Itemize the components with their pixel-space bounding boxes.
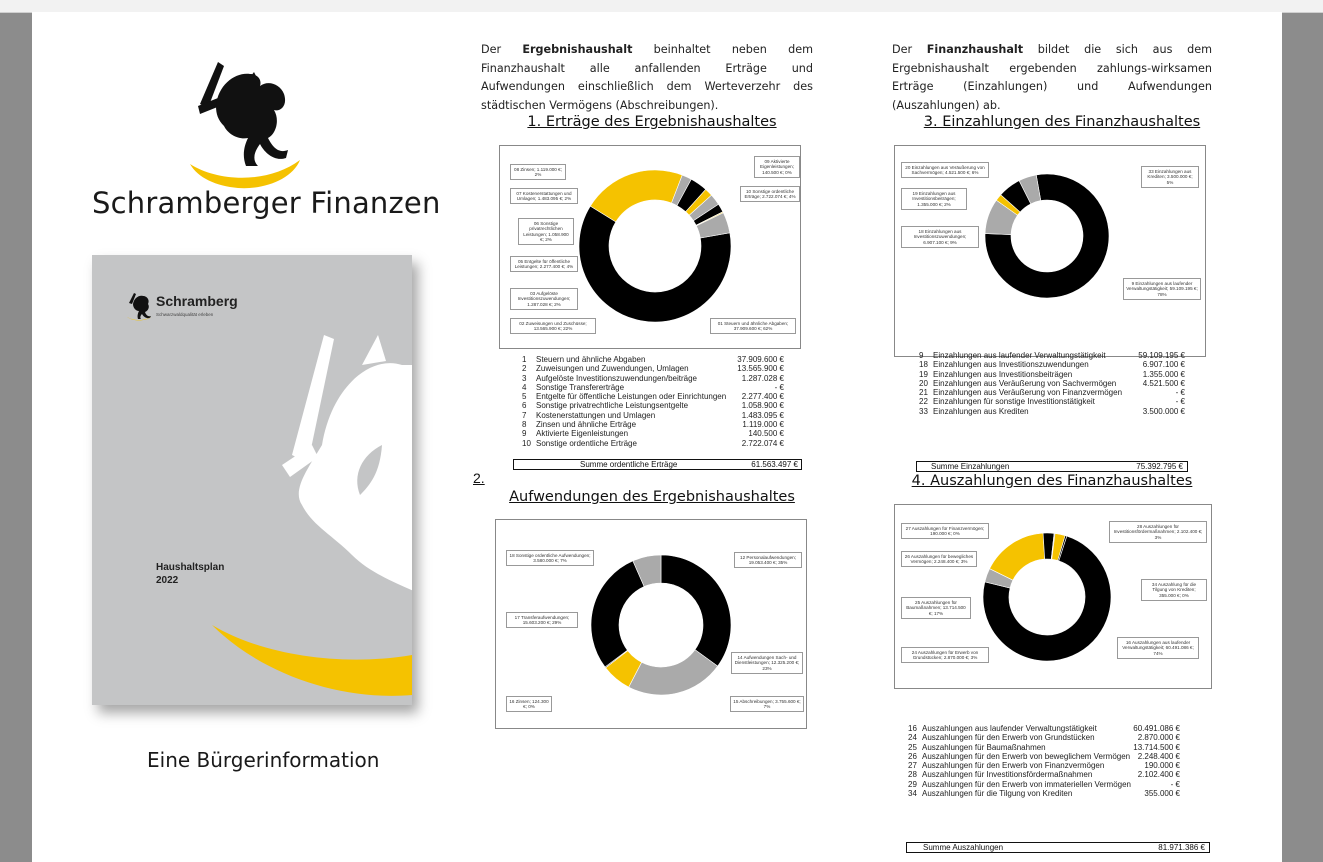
donut-slice-2 <box>590 170 682 222</box>
chart-label: 02 Zuweisungen und Zuschüsse; 13.565.900 €; 22% <box>510 318 596 334</box>
chart-ertraege <box>499 145 801 349</box>
chart-label: 16 Auszahlungen aus laufender Verwaltungstätigkeit; 60.491.086 €; 74% <box>1117 637 1199 659</box>
table-row: 8 Zinsen und ähnliche Erträge 1.119.000 € <box>522 420 784 430</box>
heading-auszahlungen: 4. Auszahlungen des Finanzhaushaltes <box>911 473 1193 489</box>
table-row: 7 Kostenerstattungen und Umlagen 1.483.095 € <box>522 410 784 420</box>
heading-aufwendungen: Aufwendungen des Ergebnishaushaltes <box>509 489 795 505</box>
chart-label: 18 Sonstige ordentliche Aufwendungen; 3.580.000 €; 7% <box>506 550 594 566</box>
intro-ergebnishaushalt: Der Ergebnishaushalt beinhaltet neben dem Finanzhaushalt alle anfallenden Erträge und Aufwendungen einschließlich dem Werteverzehr des städtischen Vermögens (Abschreibungen). <box>481 43 814 112</box>
donut-slice-2 <box>629 650 718 695</box>
cover-doc-title: Haushaltsplan <box>156 562 225 573</box>
chart-label: 26 Auszahlungen für bewegliches Vermögen; 2.248.400 €; 3% <box>901 551 977 567</box>
intro-finanzhaushalt: Der Finanzhaushalt bildet die sich aus dem Ergebnishaushalt ergebenden zahlungs-wirksamen Erträge (Einzahlungen) und Aufwendungen (Auszahlungen) ab. <box>892 43 1212 112</box>
table-row: 2 Zuweisungen und Zuwendungen, Umlagen 13.565.900 € <box>522 364 784 374</box>
schramberg-griffin-logo <box>188 54 303 189</box>
table-row: 25 Auszahlungen für Baumaßnahmen 13.714.500 € <box>908 742 1180 752</box>
chart-label: 16 Zinsen; 124.300 €; 0% <box>506 696 552 712</box>
cover-griffin-illustration <box>252 295 412 615</box>
chart-label: 17 Transferaufwendungen; 15.603.200 €; 29% <box>506 612 578 628</box>
table-row: 16 Auszahlungen aus laufender Verwaltungstätigkeit 60.491.086 € <box>908 724 1180 733</box>
donut-slice-5 <box>591 561 644 667</box>
brand-subtitle: Eine Bürgerinformation <box>147 748 380 772</box>
document-page <box>32 12 1282 862</box>
brand-title: Schramberger Finanzen <box>92 186 441 220</box>
chart-label: 28 Auszahlungen für Investitionsfördermaßnahmen; 2.102.400 €; 3% <box>1109 521 1207 543</box>
chart-label: 27 Auszahlungen für Finanzvermögen; 190.000 €; 0% <box>901 523 989 539</box>
chart-label: 18 Einzahlungen aus Investitionszuwendungen; 6.907.100 €; 9% <box>901 226 979 248</box>
table-ertraege <box>522 355 784 448</box>
table-row: 18 Einzahlungen aus Investitionszuwendungen 6.907.100 € <box>919 360 1185 370</box>
table-row: 9 Aktivierte Eigenleistungen 140.500 € <box>522 429 784 439</box>
table-row: 26 Auszahlungen für den Erwerb von beweglichem Vermögen 2.248.400 € <box>908 751 1180 761</box>
table-row: 5 Entgelte für öffentliche Leistungen oder Einrichtungen 2.277.400 € <box>522 392 784 402</box>
donut-slice-1 <box>661 555 731 666</box>
chart-label: 08 Zinsen; 1.119.000 €; 2% <box>510 164 566 180</box>
table-row: 9 Einzahlungen aus laufender Verwaltungstätigkeit 59.109.195 € <box>919 351 1185 360</box>
chart-label: 09 Aktivierte Eigenleistungen; 140.500 €; 0% <box>754 156 800 178</box>
chart-einzahlungen <box>894 145 1206 357</box>
chart-label: 14 Aufwendungen Sach- und Dienstleistungen; 12.325.200 €; 23% <box>731 652 803 674</box>
table-row: 28 Auszahlungen für Investitionsfördermaßnahmen 2.102.400 € <box>908 770 1180 780</box>
table-row: 29 Auszahlungen für den Erwerb von immateriellen Vermögen - € <box>908 779 1180 789</box>
cover-tagline: Schwarzwaldqualität erleben <box>156 312 214 317</box>
sum-auszahlungen: Summe Auszahlungen 81.971.386 € <box>906 842 1210 853</box>
table-row: 6 Sonstige privatrechtliche Leistungsentgelte 1.058.900 € <box>522 401 784 411</box>
table-row: 1 Steuern und ähnliche Abgaben 37.909.600 € <box>522 355 784 364</box>
chart-label: 34 Auszahlung für die Tilgung von Krediten; 355.000 €; 0% <box>1141 579 1207 601</box>
budget-cover-image <box>92 255 412 705</box>
table-row: 33 Einzahlungen aus Krediten 3.500.000 € <box>919 406 1185 416</box>
chart-label: 01 Steuern und ähnliche Abgaben; 37.909.600 €; 62% <box>710 318 796 334</box>
chart-label: 9 Einzahlungen aus laufender Verwaltungstätigkeit; 59.109.195 €; 78% <box>1123 278 1201 300</box>
sum-ertraege: Summe ordentliche Erträge 61.563.497 € <box>513 459 802 470</box>
chart-label: 24 Auszahlungen für Erwerb von Grundstücken; 2.870.000 €; 3% <box>901 647 989 663</box>
chart-label: 06 Sonstige privatrechtlichen Leistungen; 1.058.900 €; 2% <box>518 218 574 245</box>
cover-year: 2022 <box>156 575 179 586</box>
table-row: 3 Aufgelöste Investitionszuwendungen/beiträge 1.287.028 € <box>522 373 784 383</box>
table-row: 34 Auszahlungen für die Tilgung von Krediten 355.000 € <box>908 789 1180 799</box>
chart-aufwendungen <box>495 519 807 729</box>
chart-label: 12 Personalaufwendungen; 19.053.400 €; 35% <box>734 552 802 568</box>
chart-label: 05 Entgelte für öffentliche Leistungen; 2.277.400 €; 4% <box>510 256 578 272</box>
chart-auszahlungen <box>894 504 1212 689</box>
heading-einzahlungen: 3. Einzahlungen des Finanzhaushaltes <box>923 114 1201 130</box>
chart-label: 10 Sonstige ordentliche Erträge; 2.722.074 €; 4% <box>740 186 800 202</box>
chart-label: 20 Einzahlungen aus Veräußerung von Sachvermögen; 4.521.500 €; 6% <box>901 162 989 178</box>
chart-label: 19 Einzahlungen aus Investitionsbeiträgen; 1.355.000 €; 2% <box>901 188 967 210</box>
cover-logo-mark <box>126 291 152 321</box>
table-row: 24 Auszahlungen für den Erwerb von Grundstücken 2.870.000 € <box>908 733 1180 743</box>
chart-label: 33 Einzahlungen aus Krediten; 3.500.000 €; 5% <box>1141 166 1199 188</box>
table-row: 19 Einzahlungen aus Investitionsbeiträgen 1.355.000 € <box>919 369 1185 379</box>
cover-yellow-swoosh <box>202 615 412 705</box>
cover-brand-name: Schramberg <box>156 293 238 309</box>
table-row: 10 Sonstige ordentliche Erträge 2.722.074 € <box>522 438 784 448</box>
chart-label: 25 Auszahlungen für Baumaßnahmen; 13.714.500 €; 17% <box>901 597 971 619</box>
section-number-2: 2. <box>473 470 485 486</box>
chart-label: 15 Abschreibungen; 3.755.600 €; 7% <box>730 696 804 712</box>
chart-label: 03 Aufgelöste Investitionszuwendungen; 1.287.028 €; 2% <box>510 288 578 310</box>
table-row: 21 Einzahlungen aus Veräußerung von Finanzvermögen - € <box>919 388 1185 398</box>
table-row: 27 Auszahlungen für den Erwerb von Finanzvermögen 190.000 € <box>908 761 1180 771</box>
table-auszahlungen <box>908 724 1180 798</box>
sum-einzahlungen: Summe Einzahlungen 75.392.795 € <box>916 461 1188 472</box>
heading-ertraege: 1. Erträge des Ergebnishaushaltes <box>527 114 777 130</box>
table-row: 22 Einzahlungen für sonstige Investitionstätigkeit - € <box>919 397 1185 407</box>
chart-label: 07 Kostenerstattungen und Umlagen; 1.483.095 €; 2% <box>510 188 578 204</box>
table-row: 20 Einzahlungen aus Veräußerung von Sachvermögen 4.521.500 € <box>919 378 1185 388</box>
table-einzahlungen <box>919 351 1185 416</box>
table-row: 4 Sonstige Transfererträge - € <box>522 382 784 392</box>
